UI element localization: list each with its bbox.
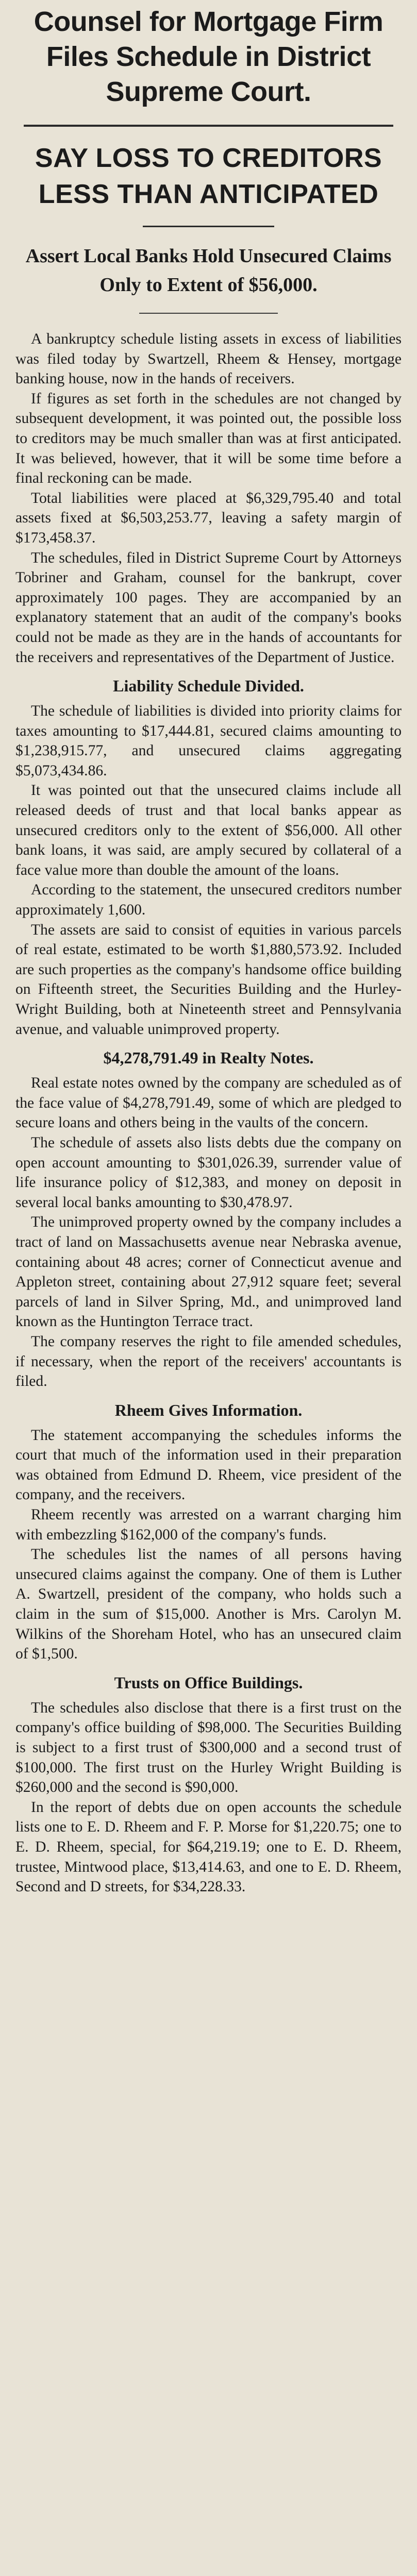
section-heading: Rheem Gives Information. <box>114 1400 303 1419</box>
body-paragraph: Real estate notes owned by the company are scheduled as of the face value of $4,278,791.49, some of which are pledged to secure loans and others being in the vaults of the concern. <box>15 1075 402 1131</box>
headline: Counsel for Mortgage Firm Files Schedule in District Supreme Court. <box>34 6 383 107</box>
body-paragraph: The schedules also disclose that there is a first trust on the company's office building of $98,000. The Securities Building is subject to a first trust of $300,000 and a second trust of $100,000. The first trust on the Hurley Wright Building is $260,000 and the second is $90,000. <box>15 1699 402 1796</box>
body-paragraph: A bankruptcy schedule listing assets in excess of liabilities was filed today by Swartzell, Rheem & Hensey, mortgage banking house, now in the hands of receivers. <box>15 331 402 387</box>
body-paragraph: It was pointed out that the unsecured claims include all released deeds of trust and that local banks appear as unsecured creditors only to the extent of $56,000. All other bank loans, it was said, are amply secured by collateral of a face value more than double the amount of the loans. <box>15 782 402 878</box>
body-paragraph: The statement accompanying the schedules informs the court that much of the information used in their preparation was obtained from Edmund D. Rheem, vice president of the company, and the receivers. <box>15 1427 402 1503</box>
body-paragraph: The company reserves the right to file amended schedules, if necessary, when the report of the receivers' accountants is filed. <box>15 1333 402 1390</box>
body-paragraph: Total liabilities were placed at $6,329,795.40 and total assets fixed at $6,503,253.77, leaving a safety margin of $173,458.37. <box>15 489 402 546</box>
body-paragraph: The schedules, filed in District Supreme Court by Attorneys Tobriner and Graham, counsel for the bankrupt, cover approximately 100 pages. They are accompanied by an explanatory statement that an audit of the company's books could not be made as they are in the hands of accountants for the receivers and representatives of the Department of Justice. <box>15 549 402 666</box>
body-paragraph: The assets are said to consist of equities in various parcels of real estate, estimated to be worth $1,880,573.92. Included are such properties as the company's handsome office building on Fifteenth street, the Securities Building and the Hurley-Wright Building, both at Nineteenth street and Pennsylvania avenue, and valuable unimproved property. <box>15 921 402 1038</box>
body-paragraph: If figures as set forth in the schedules are not changed by subsequent development, it was pointed out, the possible loss to creditors may be much smaller than was at first anticipated. It was believed, however, that it will be some time before a final reckoning can be made. <box>15 390 402 487</box>
body-paragraph: The schedule of assets also lists debts due the company on open account amounting to $301,026.39, surrender value of life insurance policy of $12,383, and money on deposit in several local banks amounting to $30,478.97. <box>15 1134 402 1211</box>
body-paragraph: In the report of debts due on open accounts the schedule lists one to E. D. Rheem and F. P. Morse for $1,220.75; one to E. D. Rheem, special, for $64,219.19; one to E. D. Rheem, trustee, Mintwood place, $13,414.63, and one to E. D. Rheem, Second and D streets, for $34,228.33. <box>15 1799 402 1895</box>
subheadline-divider <box>143 226 274 227</box>
section-heading: $4,278,791.49 in Realty Notes. <box>103 1048 314 1067</box>
body-paragraph: Rheem recently was arrested on a warrant charging him with embezzling $162,000 of the company's funds. <box>15 1506 402 1543</box>
subheadline: SAY LOSS TO CREDITORS LESS THAN ANTICIPATED <box>35 143 382 209</box>
article-body <box>15 329 402 1897</box>
section-heading: Liability Schedule Divided. <box>113 676 304 696</box>
section-heading: Trusts on Office Buildings. <box>114 1673 303 1692</box>
headline-divider <box>24 125 393 127</box>
body-paragraph: The schedules list the names of all persons having unsecured claims against the company. One of them is Luther A. Swartzell, president of the company, who holds such a claim in the sum of $15,000. Another is Mrs. Carolyn M. Wilkins of the Shoreham Hotel, who has an unsecured claim of $1,500. <box>15 1546 402 1663</box>
deck-divider <box>139 313 278 314</box>
body-paragraph: According to the statement, the unsecured creditors number approximately 1,600. <box>15 882 402 919</box>
body-paragraph: The schedule of liabilities is divided into priority claims for taxes amounting to $17,444.81, secured claims amounting to $1,238,915.77, and unsecured claims aggregating $5,073,434.86. <box>15 703 402 779</box>
deck-headline: Assert Local Banks Hold Unsecured Claims Only to Extent of $56,000. <box>25 245 392 296</box>
body-paragraph: The unimproved property owned by the company includes a tract of land on Massachusetts avenue near Nebraska avenue, containing about 48 acres; corner of Connecticut avenue and Appleton street, containing about 27,912 square feet; several parcels of land in Silver Spring, Md., and unimproved land known as the Huntington Terrace tract. <box>15 1214 402 1330</box>
